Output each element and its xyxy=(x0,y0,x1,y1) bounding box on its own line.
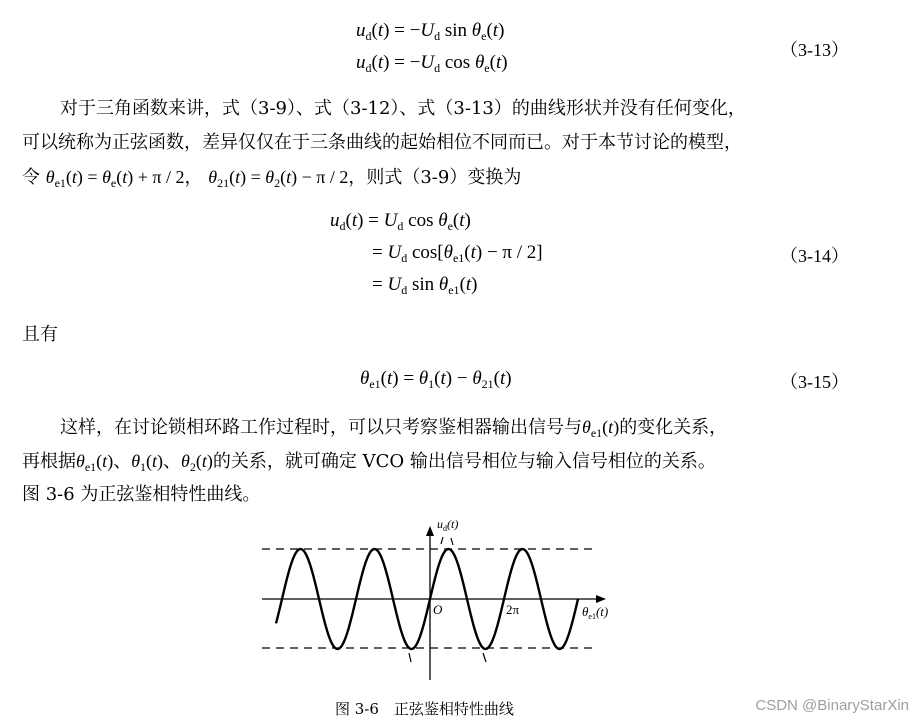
equation-3-13-line2: $u_d(t) = -U_d$ $\cos \theta_e(t)$ xyxy=(356,52,508,75)
y-axis-arrow xyxy=(426,526,434,536)
inline-theta-e1-b: $\theta_{e1}(t)$ xyxy=(76,451,114,474)
tick-label-2pi: 2π xyxy=(506,602,520,617)
paragraph-3-line-1: 这样，在讨论锁相环路工作过程时，可以只考察鉴相器输出信号与$\theta_{e1}(t)$的变化关系， xyxy=(60,417,728,440)
tick-mark-3 xyxy=(409,653,411,662)
inline-theta-1: $\theta_1(t)$ xyxy=(131,451,164,474)
sine-curve xyxy=(276,549,578,649)
equation-3-13-line1: $u_d(t) = -U_d$ $\sin \theta_e(t)$ xyxy=(356,20,505,43)
equation-3-14-line2: = $U_d$ $\cos[\theta_{e1}(t) - \pi / 2]$ xyxy=(372,242,543,265)
equation-number-3-13: （3-13） xyxy=(780,40,849,60)
csdn-watermark: CSDN @BinaryStarXin xyxy=(755,697,909,714)
inline-theta-e1-a: $\theta_{e1}(t)$ xyxy=(582,417,620,440)
equation-3-14-line3: = $U_d$ $\sin \theta_{e1}(t)$ xyxy=(372,274,478,297)
paragraph-3-line-2: 再根据$\theta_{e1}(t)$、$\theta_1(t)$、$\theta_2(t)$的关系，就可确定 VCO 输出信号相位与输入信号相位的关系。 xyxy=(22,451,716,474)
origin-label: O xyxy=(433,602,443,617)
tick-mark-2 xyxy=(451,538,453,545)
paragraph-2: 且有 xyxy=(22,324,58,345)
paragraph-1-line-3: 令 $\theta_{e1}(t) = \theta_e(t) + \pi / 2$， $\theta_{21}(t) = \theta_2(t) - \pi / 2$，则式（3-9）变换为 xyxy=(22,167,522,190)
equation-3-14-line1: $u_d(t) = U_d$ $\cos \theta_e(t)$ xyxy=(330,210,471,233)
equation-3-15: $\theta_{e1}(t) = \theta_1(t) - \theta_{21}(t)$ xyxy=(360,368,512,391)
tick-mark-4 xyxy=(483,653,486,662)
inline-equation-theta-21: $\theta_{21}(t) = \theta_2(t) - \pi / 2$ xyxy=(208,167,349,190)
equation-number-3-14: （3-14） xyxy=(780,246,849,266)
paragraph-1-line-1: 对于三角函数来讲，式（3-9）、式（3-12）、式（3-13）的曲线形状并没有任何变化， xyxy=(60,98,746,119)
figure-caption: 图 3-6 正弦鉴相特性曲线 xyxy=(335,700,514,718)
y-axis-label: $u_d(t)$ xyxy=(437,517,459,533)
paragraph-1-line-2: 可以统称为正弦函数，差异仅仅在于三条曲线的起始相位不同而已。对于本节讨论的模型， xyxy=(22,132,742,153)
inline-equation-theta-e1: $\theta_{e1}(t) = \theta_e(t) + \pi / 2$ xyxy=(45,167,185,190)
x-axis-arrow xyxy=(596,595,606,603)
paragraph-3-line-3: 图 3-6 为正弦鉴相特性曲线。 xyxy=(22,484,261,505)
x-axis-label: $\theta_{e1}(t)$ xyxy=(582,604,609,621)
equation-number-3-15: （3-15） xyxy=(780,372,849,392)
tick-mark-1 xyxy=(441,537,443,544)
inline-theta-2: $\theta_2(t)$ xyxy=(181,451,213,474)
